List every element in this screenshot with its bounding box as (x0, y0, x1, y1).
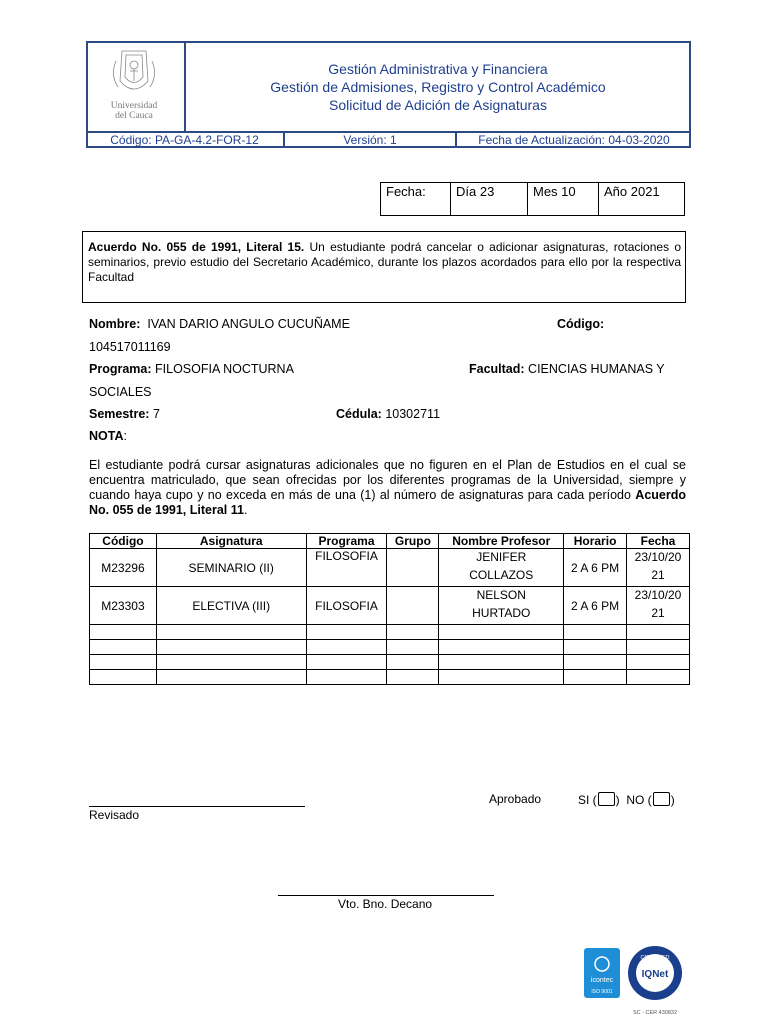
form-version: Versión: 1 (285, 132, 457, 148)
table-row (90, 587, 690, 625)
cell-fecha-line-1: 23/10/20 (634, 587, 682, 602)
semestre-label: Semestre: (89, 407, 150, 421)
iqnet-text: IQNet (641, 969, 669, 980)
cell-grupo (387, 549, 439, 587)
header-meta-row (86, 132, 691, 148)
cell-horario: 2 A 6 PM (564, 549, 627, 587)
table-row-empty (90, 640, 690, 655)
table-row (90, 549, 690, 587)
cell-programa: FILOSOFIA (306, 587, 387, 625)
semestre-row (89, 407, 160, 421)
si-close: ) (615, 793, 620, 807)
logo-text-line-1: Universidad (110, 101, 158, 111)
no-close: ) (670, 793, 675, 807)
facultad-row (469, 362, 665, 376)
title-line-3: Solicitud de Adición de Asignaturas (329, 97, 547, 113)
table-row-empty (90, 670, 690, 685)
cell-profesor (439, 549, 564, 587)
cell-grupo (387, 587, 439, 625)
date-day: Día 23 (451, 183, 528, 215)
cell-profesor (439, 587, 564, 625)
university-logo (86, 41, 186, 132)
aprobado-label: Aprobado (489, 792, 542, 806)
title-line-1: Gestión Administrativa y Financiera (328, 61, 548, 77)
cell-fecha-line-2: 21 (651, 605, 665, 620)
semestre-value: 7 (152, 407, 160, 421)
date-year: Año 2021 (604, 184, 660, 199)
revisado-label: Revisado (89, 808, 140, 822)
si-checkbox[interactable] (598, 792, 615, 806)
cell-profesor-line-1: JENIFER (476, 549, 527, 564)
programa-value: FILOSOFIA NOCTURNA (155, 362, 294, 376)
date-month: Mes 10 (528, 183, 599, 215)
cell-asignatura: ELECTIVA (III) (156, 587, 306, 625)
codigo-value: 104517011169 (89, 340, 171, 354)
facultad-label: Facultad: (469, 362, 525, 376)
cell-programa: FILOSOFIA (306, 549, 387, 587)
col-header-grupo: Grupo (387, 534, 439, 549)
col-header-fecha: Fecha (627, 534, 690, 549)
cell-fecha-line-1: 23/10/20 (634, 549, 682, 564)
facultad-value-1: CIENCIAS HUMANAS Y (528, 362, 665, 376)
cert-code-text: SC - CER 430832 (632, 1010, 678, 1016)
form-update-date: Fecha de Actualización: 04-03-2020 (478, 133, 670, 147)
icontec-text: icontec (590, 977, 614, 984)
nota-colon: : (123, 429, 127, 443)
cell-codigo: M23296 (90, 549, 157, 587)
no-checkbox[interactable] (653, 792, 670, 806)
subjects-table (89, 533, 690, 685)
cell-fecha-line-2: 21 (651, 567, 665, 582)
approval-options (578, 792, 675, 807)
acuerdo-text: Un estudiante podrá cancelar o adicionar asignaturas, rotaciones o seminarios, previo estudio del Secretario Académico, durante los plazos acordados para ello por la respectiva Facultad (88, 240, 681, 284)
nombre-label: Nombre: (89, 317, 141, 331)
table-header-row (90, 534, 690, 549)
cell-profesor-line-1: NELSON (476, 587, 526, 602)
codigo-label: Código: (557, 317, 605, 331)
facultad-value-2: SOCIALES (89, 385, 152, 399)
date-label: Fecha: (381, 183, 451, 215)
col-header-programa: Programa (306, 534, 387, 549)
revisado-signature-line (89, 806, 305, 807)
cell-codigo: M23303 (90, 587, 157, 625)
university-seal-icon (86, 41, 182, 130)
certification-logos (582, 946, 692, 1018)
date-box (380, 182, 685, 216)
programa-label: Programa: (89, 362, 152, 376)
cell-horario: 2 A 6 PM (564, 587, 627, 625)
col-header-codigo: Código (90, 534, 157, 549)
cell-profesor-line-2: HURTADO (472, 605, 531, 620)
nota-heading (89, 429, 127, 443)
certified-text: CERTIFIED (640, 955, 670, 961)
icontec-iqnet-icon (582, 946, 692, 1018)
cedula-row (336, 407, 440, 421)
col-header-profesor: Nombre Profesor (439, 534, 564, 549)
no-label: NO ( (626, 793, 652, 807)
form-code: Código: PA-GA-4.2-FOR-12 (86, 132, 285, 148)
table-row-empty (90, 655, 690, 670)
nota-bold: Acuerdo No. 055 de 1991, Literal 11 (89, 488, 686, 517)
nota-end: . (243, 503, 248, 517)
nombre-value: IVAN DARIO ANGULO CUCUÑAME (147, 317, 350, 331)
acuerdo-box (82, 231, 686, 303)
cell-fecha (627, 587, 690, 625)
col-header-horario: Horario (564, 534, 627, 549)
cell-profesor-line-2: COLLAZOS (469, 567, 534, 582)
nota-text: El estudiante podrá cursar asignaturas adicionales que no figuren en el Plan de Estudios en el cual se encuentra matriculado, que sean ofrecidas por los diferentes programas de la Universidad, siempre y cuando haya cupo y no exceda en más de una (1) al número de asignaturas para cada período (89, 458, 686, 502)
cell-fecha (627, 549, 690, 587)
logo-text-line-2: del Cauca (115, 111, 153, 121)
title-line-2: Gestión de Admisiones, Registro y Control Académico (270, 79, 606, 95)
acuerdo-title: Acuerdo No. 055 de 1991, Literal 15. (88, 240, 305, 254)
cedula-label: Cédula: (336, 407, 382, 421)
nota-label: NOTA (89, 429, 124, 443)
cell-asignatura: SEMINARIO (II) (156, 549, 306, 587)
si-label: SI ( (578, 793, 597, 807)
cedula-value: 10302711 (385, 407, 441, 421)
document-title (188, 60, 688, 114)
iso-text: ISO 9001 (591, 989, 613, 995)
decano-signature-line (278, 895, 494, 896)
programa-row (89, 362, 294, 376)
col-header-asignatura: Asignatura (156, 534, 306, 549)
table-row-empty (90, 625, 690, 640)
student-name-row (89, 317, 350, 331)
nota-paragraph (89, 458, 686, 518)
vto-bno-label: Vto. Bno. Decano (338, 897, 433, 911)
